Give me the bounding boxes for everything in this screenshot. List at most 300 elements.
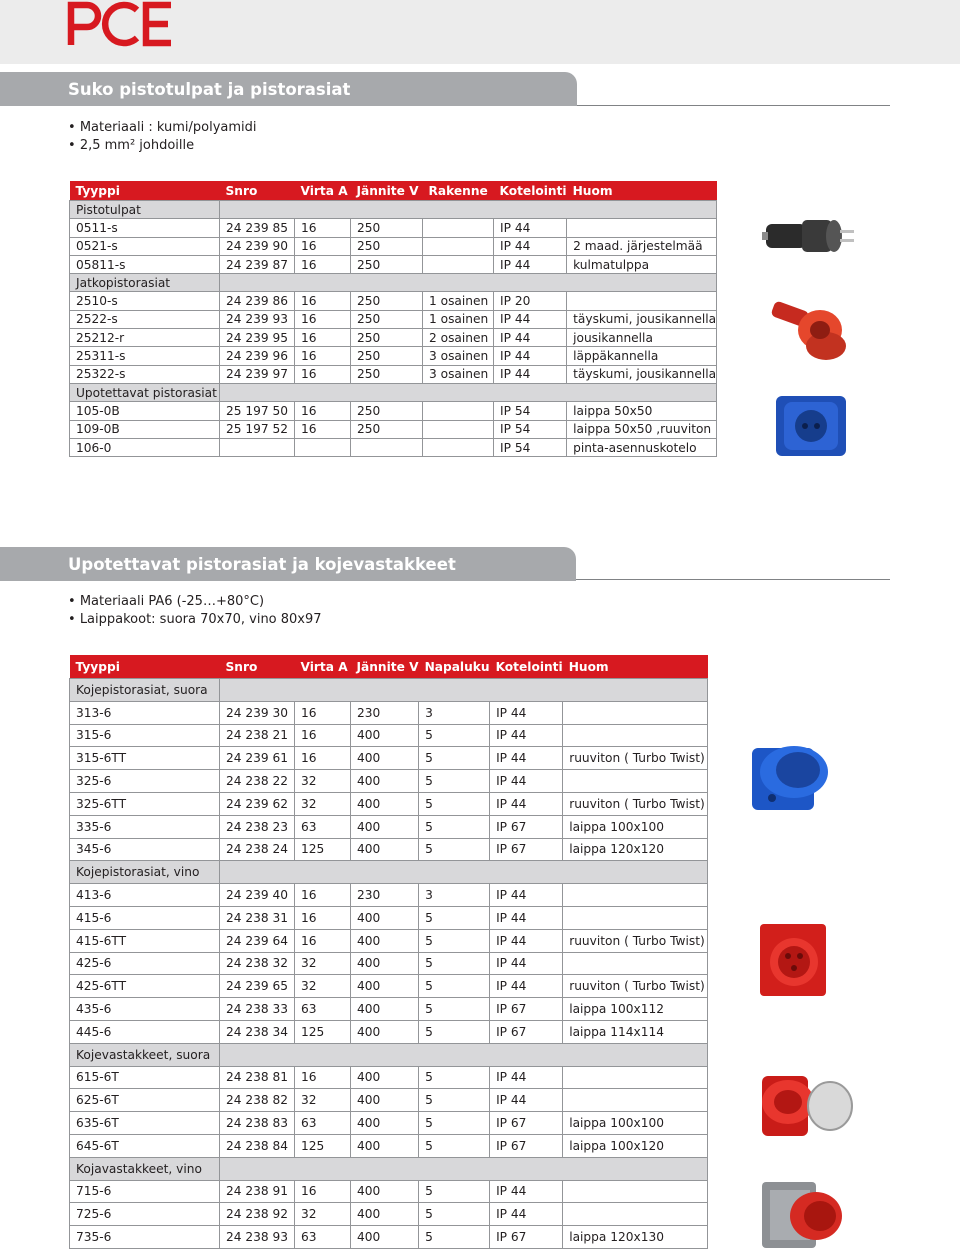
table-cell: 400	[351, 906, 419, 929]
column-header: Tyyppi	[70, 181, 220, 201]
table-cell: 400	[351, 1134, 419, 1157]
table-cell: 400	[351, 724, 419, 747]
table-row	[70, 1134, 708, 1157]
table-cell: 413-6	[70, 884, 220, 907]
section-title-1: Suko pistotulpat ja pistorasiat	[68, 80, 351, 99]
table-cell: 16	[295, 906, 351, 929]
table-cell: 5	[419, 1112, 490, 1135]
table-cell	[423, 219, 494, 237]
table-row	[70, 701, 708, 724]
cee-inlet-red-image	[756, 1066, 856, 1146]
table-cell: 16	[295, 1180, 351, 1203]
socket-orange-image	[770, 300, 852, 366]
table-cell: 400	[351, 838, 419, 861]
table-cell: 5	[419, 815, 490, 838]
table-cell: 24 238 92	[220, 1203, 295, 1226]
table-cell: 32	[295, 975, 351, 998]
table-cell: 24 238 32	[220, 952, 295, 975]
table-cell: kulmatulppa	[567, 255, 717, 273]
section-title-2: Upotettavat pistorasiat ja kojevastakkeet	[68, 555, 456, 574]
bullet-item: • Materiaali : kumi/polyamidi	[68, 119, 257, 137]
table-cell: 5	[419, 906, 490, 929]
table-cell: 5	[419, 838, 490, 861]
table-cell	[563, 1066, 708, 1089]
table-cell: 5	[419, 770, 490, 793]
table-cell: 24 239 30	[220, 701, 295, 724]
section-underline-2	[576, 579, 890, 580]
table-cell: 400	[351, 747, 419, 770]
table-row	[70, 329, 717, 347]
category-fill	[220, 201, 717, 219]
table-row	[70, 1203, 708, 1226]
cee-socket-red-image	[756, 920, 836, 1000]
bullet-item: • 2,5 mm² johdoille	[68, 137, 257, 155]
table-cell	[563, 906, 708, 929]
table-cell: 125	[295, 838, 351, 861]
table-cell: laippa 50x50	[567, 402, 717, 420]
table-cell: 400	[351, 1112, 419, 1135]
category-fill	[220, 679, 708, 702]
table-cell: 400	[351, 1203, 419, 1226]
table-cell: IP 44	[490, 701, 563, 724]
bullet-list-1	[68, 119, 257, 155]
table-cell: 05811-s	[70, 255, 220, 273]
table-cell: 5	[419, 747, 490, 770]
table-cell: 24 238 81	[220, 1066, 295, 1089]
table-cell: 400	[351, 792, 419, 815]
category-label: Kojepistorasiat, vino	[70, 861, 220, 884]
table-cell: 24 238 93	[220, 1226, 295, 1249]
table-cell: 3 osainen	[423, 365, 494, 383]
table-cell: 435-6	[70, 998, 220, 1021]
table-row	[70, 1066, 708, 1089]
table-cell: IP 44	[494, 365, 567, 383]
table-cell	[563, 701, 708, 724]
table-cell: 2522-s	[70, 310, 220, 328]
category-fill	[220, 1043, 708, 1066]
table-row	[70, 815, 708, 838]
table-cell	[563, 1180, 708, 1203]
table-cell: 625-6T	[70, 1089, 220, 1112]
table-cell: ruuviton ( Turbo Twist)	[563, 792, 708, 815]
table-cell: 24 238 21	[220, 724, 295, 747]
table-cell: 24 238 33	[220, 998, 295, 1021]
table-cell: 24 239 87	[220, 255, 295, 273]
bullet-item: • Laippakoot: suora 70x70, vino 80x97	[68, 611, 322, 629]
table-cell: 250	[351, 420, 423, 438]
section-underline-1	[577, 105, 890, 106]
table-cell: 250	[351, 219, 423, 237]
column-header: Kotelointi	[490, 655, 563, 679]
table-cell: 24 239 61	[220, 747, 295, 770]
table-cell: 3	[419, 884, 490, 907]
table-row	[70, 420, 717, 438]
table-cell: 16	[295, 237, 351, 255]
table-cell: 16	[295, 701, 351, 724]
table-cell: 5	[419, 1134, 490, 1157]
table-cell: 16	[295, 402, 351, 420]
category-fill	[220, 861, 708, 884]
table-cell: 63	[295, 998, 351, 1021]
table-cell: 5	[419, 1180, 490, 1203]
table-cell: 313-6	[70, 701, 220, 724]
column-header: Virta A	[295, 181, 351, 201]
table-cell: 24 238 82	[220, 1089, 295, 1112]
table-cell	[423, 255, 494, 273]
table-cell: 400	[351, 770, 419, 793]
table-row	[70, 770, 708, 793]
table-cell: 105-0B	[70, 402, 220, 420]
table-cell: 24 238 23	[220, 815, 295, 838]
table-cell: 400	[351, 1180, 419, 1203]
table-cell	[563, 724, 708, 747]
plug-black-image	[762, 212, 858, 262]
table-cell: 5	[419, 1226, 490, 1249]
table-cell: laippa 50x50 ,ruuviton	[567, 420, 717, 438]
table-cell: 1 osainen	[423, 292, 494, 310]
column-header: Jännite V	[351, 181, 423, 201]
table-cell: 24 238 34	[220, 1020, 295, 1043]
category-row	[70, 201, 717, 219]
table-cell: 16	[295, 724, 351, 747]
table-cell: 2510-s	[70, 292, 220, 310]
table-cell: 24 239 96	[220, 347, 295, 365]
table-cell: täyskumi, jousikannella	[567, 310, 717, 328]
table-cell: 335-6	[70, 815, 220, 838]
table-cell: laippa 100x112	[563, 998, 708, 1021]
table-cell	[563, 1089, 708, 1112]
table-cell	[567, 219, 717, 237]
table-cell: 16	[295, 310, 351, 328]
table-cell: 1 osainen	[423, 310, 494, 328]
table-cell: 24 239 85	[220, 219, 295, 237]
table-cell: IP 67	[490, 1112, 563, 1135]
table-cell: IP 44	[490, 929, 563, 952]
table-cell: IP 44	[490, 770, 563, 793]
table-cell: 63	[295, 1112, 351, 1135]
column-header: Snro	[220, 181, 295, 201]
table-cell: 5	[419, 1203, 490, 1226]
category-fill	[220, 1157, 708, 1180]
category-label: Upotettavat pistorasiat	[70, 383, 220, 401]
table-cell: 400	[351, 952, 419, 975]
table-cell: 25 197 50	[220, 402, 295, 420]
table-cell: 32	[295, 792, 351, 815]
table-cell: läppäkannella	[567, 347, 717, 365]
table-row	[70, 292, 717, 310]
table-cell: ruuviton ( Turbo Twist)	[563, 747, 708, 770]
table-cell: 230	[351, 701, 419, 724]
table-cell: 16	[295, 365, 351, 383]
table-cell: 445-6	[70, 1020, 220, 1043]
cee-inlet-grey-image	[760, 1176, 850, 1252]
table-cell: 24 239 86	[220, 292, 295, 310]
table-cell: ruuviton ( Turbo Twist)	[563, 929, 708, 952]
table-cell: 725-6	[70, 1203, 220, 1226]
column-header: Snro	[220, 655, 295, 679]
table-cell: 325-6TT	[70, 792, 220, 815]
table-cell: 5	[419, 929, 490, 952]
table-row	[70, 975, 708, 998]
table-cell: 24 238 22	[220, 770, 295, 793]
table-cell: IP 67	[490, 815, 563, 838]
table-cell: IP 44	[490, 792, 563, 815]
table-cell: laippa 120x120	[563, 838, 708, 861]
table-cell: 24 239 97	[220, 365, 295, 383]
table-cell: IP 54	[494, 402, 567, 420]
table-cell: 400	[351, 929, 419, 952]
pce-logo	[67, 1, 177, 47]
table-row	[70, 724, 708, 747]
column-header: Napaluku	[419, 655, 490, 679]
table-cell: 24 239 40	[220, 884, 295, 907]
table-cell: ruuviton ( Turbo Twist)	[563, 975, 708, 998]
table-cell: IP 67	[490, 1226, 563, 1249]
table-cell: 400	[351, 1089, 419, 1112]
table-cell: 415-6TT	[70, 929, 220, 952]
table-row	[70, 1226, 708, 1249]
table-cell	[563, 884, 708, 907]
table-cell: 24 238 31	[220, 906, 295, 929]
table-cell: 425-6	[70, 952, 220, 975]
table-cell: 25 197 52	[220, 420, 295, 438]
category-row	[70, 679, 708, 702]
table-cell: IP 44	[490, 724, 563, 747]
table-cell	[423, 420, 494, 438]
table-cell: 25322-s	[70, 365, 220, 383]
table-cell: 25311-s	[70, 347, 220, 365]
bullet-list-2	[68, 593, 322, 629]
category-label: Kojavastakkeet, vino	[70, 1157, 220, 1180]
table-cell: 63	[295, 815, 351, 838]
table-cell: 425-6TT	[70, 975, 220, 998]
table-cell: IP 44	[490, 1180, 563, 1203]
column-header: Kotelointi	[494, 181, 567, 201]
table-row	[70, 255, 717, 273]
table-cell	[563, 770, 708, 793]
table-cell: 645-6T	[70, 1134, 220, 1157]
table-cell: IP 44	[490, 1066, 563, 1089]
table-cell: 735-6	[70, 1226, 220, 1249]
table-cell: IP 44	[494, 329, 567, 347]
table-cell: 635-6T	[70, 1112, 220, 1135]
table-cell: IP 44	[490, 1089, 563, 1112]
table-cell	[563, 1203, 708, 1226]
table-cell: 0511-s	[70, 219, 220, 237]
table-cell: 24 239 90	[220, 237, 295, 255]
table-cell: IP 67	[490, 1134, 563, 1157]
table-cell: IP 20	[494, 292, 567, 310]
category-fill	[220, 383, 717, 401]
table-cell: IP 44	[494, 347, 567, 365]
table-cell: 16	[295, 219, 351, 237]
table-cell: 2 maad. järjestelmää	[567, 237, 717, 255]
column-header: Huom	[567, 181, 717, 201]
table-cell: 400	[351, 975, 419, 998]
category-label: Kojepistorasiat, suora	[70, 679, 220, 702]
table-cell: IP 44	[494, 219, 567, 237]
table-cell: 24 238 91	[220, 1180, 295, 1203]
table-row	[70, 347, 717, 365]
table-cell: 16	[295, 884, 351, 907]
table-cell: 16	[295, 929, 351, 952]
table-cell: 400	[351, 1020, 419, 1043]
category-label: Jatkopistorasiat	[70, 274, 220, 292]
table-cell: 16	[295, 420, 351, 438]
table-row	[70, 906, 708, 929]
column-header: Virta A	[295, 655, 351, 679]
table-cell: IP 67	[490, 1020, 563, 1043]
column-header: Huom	[563, 655, 708, 679]
table-cell: 325-6	[70, 770, 220, 793]
table-cell: IP 44	[490, 906, 563, 929]
table-cell: 16	[295, 329, 351, 347]
table-row	[70, 1089, 708, 1112]
table-row	[70, 219, 717, 237]
table-cell: 24 238 83	[220, 1112, 295, 1135]
table-row	[70, 747, 708, 770]
category-row	[70, 1157, 708, 1180]
table-cell: laippa 120x130	[563, 1226, 708, 1249]
table-cell: 32	[295, 770, 351, 793]
table-cell: IP 44	[494, 237, 567, 255]
column-header: Tyyppi	[70, 655, 220, 679]
table-cell	[423, 237, 494, 255]
table-row	[70, 402, 717, 420]
category-row	[70, 861, 708, 884]
table-cell: 315-6	[70, 724, 220, 747]
table-cell: 250	[351, 329, 423, 347]
table-cell	[567, 292, 717, 310]
table-cell: laippa 100x100	[563, 1112, 708, 1135]
table-cell: 63	[295, 1226, 351, 1249]
cee-socket-blue-image	[748, 738, 834, 814]
table-cell: 250	[351, 255, 423, 273]
table-cell: 24 238 84	[220, 1134, 295, 1157]
table-row	[70, 884, 708, 907]
table-suko	[69, 181, 717, 457]
table-cell: jousikannella	[567, 329, 717, 347]
table-cell: IP 67	[490, 998, 563, 1021]
table-cell: 125	[295, 1020, 351, 1043]
table-cell: 250	[351, 310, 423, 328]
column-header: Rakenne	[423, 181, 494, 201]
table-cell: IP 44	[494, 255, 567, 273]
table-cell: IP 54	[494, 420, 567, 438]
table-row	[70, 438, 717, 456]
table-cell: 16	[295, 347, 351, 365]
table-cell: 400	[351, 1226, 419, 1249]
category-row	[70, 1043, 708, 1066]
table-cell: 2 osainen	[423, 329, 494, 347]
table-cell: 230	[351, 884, 419, 907]
table-cell: 315-6TT	[70, 747, 220, 770]
table-cell: 615-6T	[70, 1066, 220, 1089]
table-cell: 16	[295, 747, 351, 770]
table-cell: pinta-asennuskotelo	[567, 438, 717, 456]
table-cell: IP 54	[494, 438, 567, 456]
table-cell: IP 44	[490, 975, 563, 998]
table-cell	[351, 438, 423, 456]
table-cell: laippa 100x120	[563, 1134, 708, 1157]
table-cell: täyskumi, jousikannella	[567, 365, 717, 383]
table-cell: IP 44	[490, 952, 563, 975]
table-cell: 106-0	[70, 438, 220, 456]
table-cell: IP 67	[490, 838, 563, 861]
category-fill	[220, 274, 717, 292]
table-row	[70, 365, 717, 383]
table-row	[70, 952, 708, 975]
table-cell: 400	[351, 815, 419, 838]
table-cell: 32	[295, 952, 351, 975]
table-cell: 250	[351, 365, 423, 383]
table-cell: 5	[419, 1066, 490, 1089]
table-cell: 250	[351, 402, 423, 420]
table-cell	[423, 402, 494, 420]
table-cell	[220, 438, 295, 456]
table-cell: 24 239 62	[220, 792, 295, 815]
table-cell: 24 239 64	[220, 929, 295, 952]
table-cell	[423, 438, 494, 456]
table-row	[70, 998, 708, 1021]
table-cell: 24 239 93	[220, 310, 295, 328]
table-cell: 5	[419, 975, 490, 998]
table-cell: 16	[295, 292, 351, 310]
table-row	[70, 237, 717, 255]
table-cell: 24 239 65	[220, 975, 295, 998]
category-row	[70, 383, 717, 401]
table-cell: 16	[295, 255, 351, 273]
table-cell: 3 osainen	[423, 347, 494, 365]
table-row	[70, 310, 717, 328]
table-cell: 400	[351, 1066, 419, 1089]
table-cell	[295, 438, 351, 456]
table-cell: 250	[351, 292, 423, 310]
table-cell: IP 44	[490, 884, 563, 907]
table-cell: 5	[419, 1089, 490, 1112]
table-cell: 109-0B	[70, 420, 220, 438]
table-row	[70, 1180, 708, 1203]
table-row	[70, 838, 708, 861]
table-cell: 5	[419, 952, 490, 975]
table-row	[70, 929, 708, 952]
table-row	[70, 1020, 708, 1043]
table-cell	[563, 952, 708, 975]
table-cell: 250	[351, 237, 423, 255]
table-cell: 32	[295, 1203, 351, 1226]
column-header: Jännite V	[351, 655, 419, 679]
table-koje	[69, 655, 708, 1249]
table-cell: laippa 114x114	[563, 1020, 708, 1043]
table-cell: 715-6	[70, 1180, 220, 1203]
table-cell: laippa 100x100	[563, 815, 708, 838]
table-cell: 5	[419, 1020, 490, 1043]
table-cell: 250	[351, 347, 423, 365]
table-header-row	[70, 181, 717, 201]
table-cell: 125	[295, 1134, 351, 1157]
table-cell: 400	[351, 998, 419, 1021]
category-row	[70, 274, 717, 292]
table-cell: 24 238 24	[220, 838, 295, 861]
category-label: Kojevastakkeet, suora	[70, 1043, 220, 1066]
table-row	[70, 792, 708, 815]
table-cell: 345-6	[70, 838, 220, 861]
table-cell: 3	[419, 701, 490, 724]
table-cell: 16	[295, 1066, 351, 1089]
table-header-row	[70, 655, 708, 679]
bullet-item: • Materiaali PA6 (-25…+80°C)	[68, 593, 322, 611]
table-cell: 5	[419, 792, 490, 815]
